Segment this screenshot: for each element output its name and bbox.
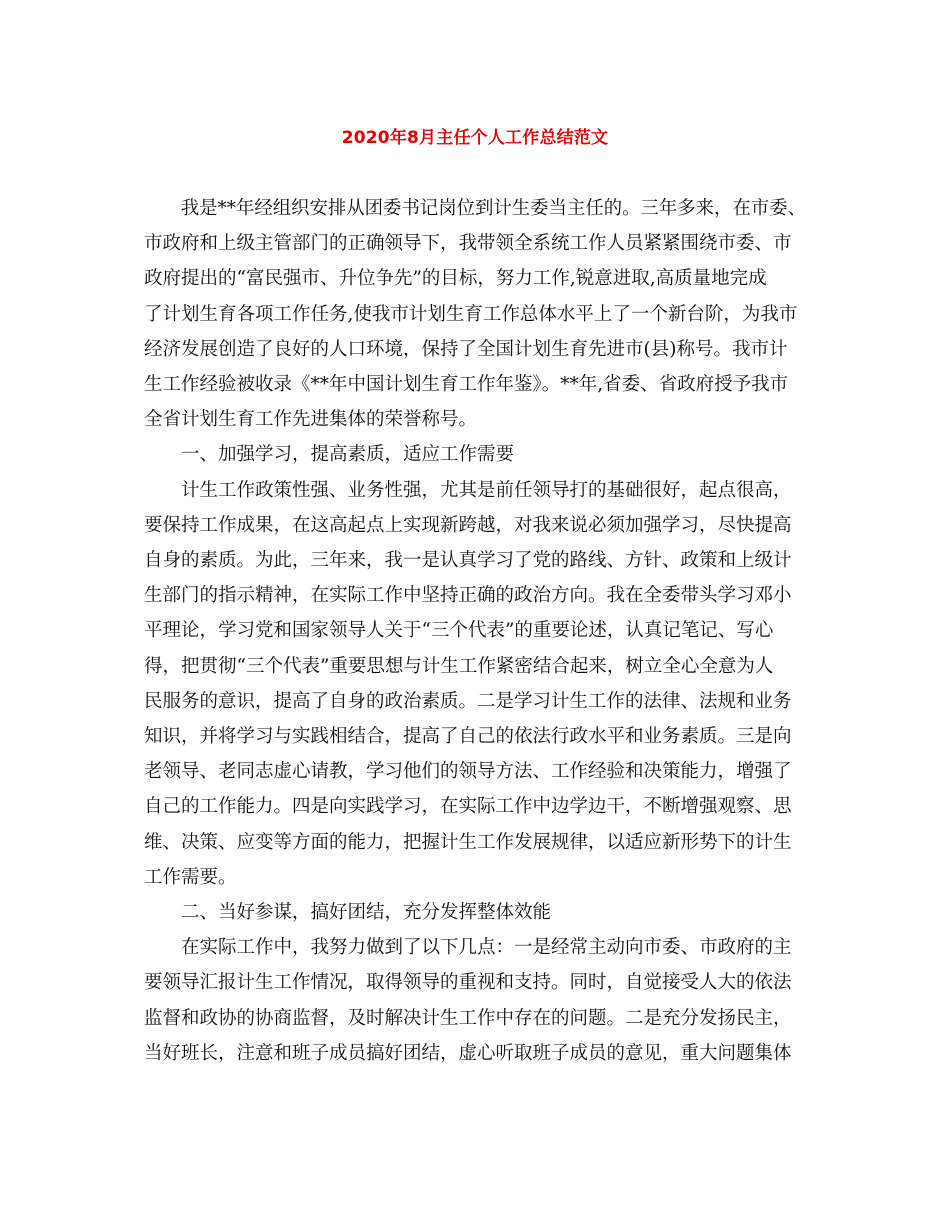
document-title: 2020年8月主任个人工作总结范文 bbox=[341, 128, 609, 148]
body-line: 维、决策、应变等方面的能力，把握计生工作发展规律，以适应新形势下的计生 bbox=[144, 831, 792, 853]
document-body bbox=[144, 191, 806, 1071]
body-line: 生部门的指示精神，在实际工作中坚持正确的政治方向。我在全委带头学习邓小 bbox=[144, 585, 792, 607]
body-line: 知识，并将学习与实践相结合，提高了自己的依法行政水平和业务素质。三是向 bbox=[144, 726, 792, 748]
body-line: 了计划生育各项工作任务,使我市计划生育工作总体水平上了一个新台阶，为我市 bbox=[144, 303, 798, 325]
body-line: 市政府和上级主管部门的正确领导下，我带领全系统工作人员紧紧围绕市委、市 bbox=[144, 233, 792, 255]
body-line: 政府提出的“富民强市、升位争先”的目标，努力工作,锐意进取,高质量地完成 bbox=[144, 268, 767, 290]
body-line: 在实际工作中，我努力做到了以下几点：一是经常主动向市委、市政府的主 bbox=[181, 937, 792, 959]
body-line: 要保持工作成果，在这高起点上实现新跨越，对我来说必须加强学习，尽快提高 bbox=[144, 514, 792, 536]
body-line: 民服务的意识，提高了自身的政治素质。二是学习计生工作的法律、法规和业务 bbox=[144, 690, 792, 712]
body-line: 得，把贯彻“三个代表”重要思想与计生工作紧密结合起来，树立全心全意为人 bbox=[144, 655, 774, 677]
body-line: 要领导汇报计生工作情况，取得领导的重视和支持。同时，自觉接受人大的依法 bbox=[144, 972, 792, 994]
body-line: 自身的素质。为此，三年来，我一是认真学习了党的路线、方针、政策和上级计 bbox=[144, 550, 792, 572]
body-line: 生工作经验被收录《**年中国计划生育工作年鉴》。**年,省委、省政府授予我市 bbox=[144, 374, 789, 396]
body-line: 平理论，学习党和国家领导人关于“三个代表”的重要论述，认真记笔记、写心 bbox=[144, 620, 774, 642]
body-line: 一、加强学习，提高素质，适应工作需要 bbox=[181, 444, 515, 466]
body-line: 我是**年经组织安排从团委书记岗位到计生委当主任的。三年多来，在市委、 bbox=[180, 198, 807, 219]
body-line: 监督和政协的协商监督，及时解决计生工作中存在的问题。二是充分发扬民主， bbox=[144, 1007, 792, 1029]
body-line: 老领导、老同志虚心请教，学习他们的领导方法、工作经验和决策能力，增强了 bbox=[144, 761, 792, 783]
body-line: 经济发展创造了良好的人口环境，保持了全国计划生育先进市(县)称号。我市计 bbox=[144, 338, 788, 360]
body-line: 工作需要。 bbox=[144, 866, 237, 888]
body-line: 计生工作政策性强、业务性强，尤其是前任领导打的基础很好，起点很高， bbox=[181, 479, 792, 501]
body-line: 当好班长，注意和班子成员搞好团结，虚心听取班子成员的意见，重大问题集体 bbox=[144, 1042, 792, 1064]
body-line: 二、当好参谋，搞好团结，充分发挥整体效能 bbox=[181, 902, 552, 924]
body-line: 自己的工作能力。四是向实践学习，在实际工作中边学边干，不断增强观察、思 bbox=[144, 796, 792, 818]
body-line: 全省计划生育工作先进集体的荣誉称号。 bbox=[144, 409, 478, 431]
